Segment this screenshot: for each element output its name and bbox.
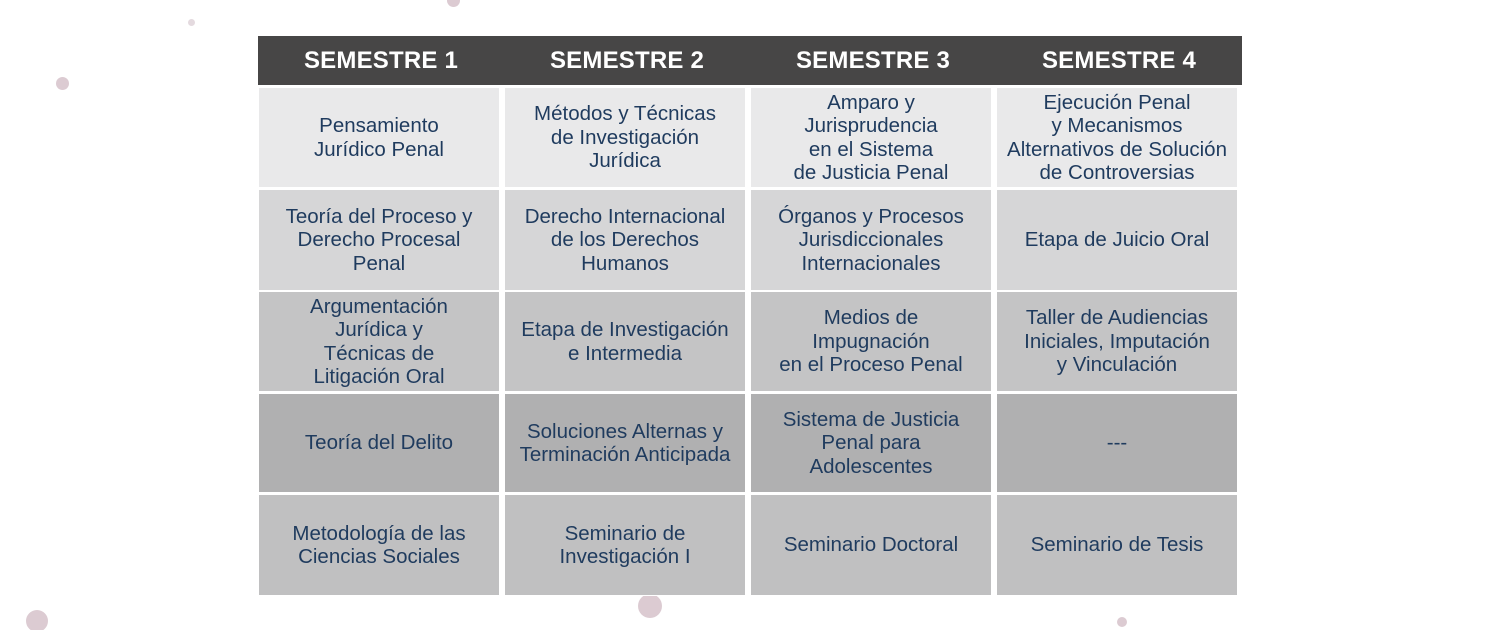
header-semester-2: SEMESTRE 2: [549, 46, 705, 74]
course-cell-empty: ---: [997, 394, 1237, 492]
course-cell: Teoría del Proceso y Derecho Procesal Penal: [259, 190, 499, 290]
course-cell: Etapa de Juicio Oral: [997, 190, 1237, 290]
curriculum-table: [258, 36, 1242, 596]
decorative-dot: [638, 594, 662, 618]
header-semester-1: SEMESTRE 1: [303, 46, 459, 74]
course-cell: Teoría del Delito: [259, 394, 499, 492]
decorative-dot: [26, 610, 48, 630]
decorative-dot: [1117, 617, 1127, 627]
course-cell: Amparo y Jurisprudencia en el Sistema de Justicia Penal: [751, 88, 991, 187]
decorative-dot: [447, 0, 460, 7]
course-cell: Medios de Impugnación en el Proceso Penal: [751, 292, 991, 391]
header-semester-4: SEMESTRE 4: [1041, 46, 1197, 74]
course-cell: Seminario de Tesis: [997, 495, 1237, 595]
header-semester-3: SEMESTRE 3: [795, 46, 951, 74]
course-cell: Seminario Doctoral: [751, 495, 991, 595]
course-cell: Metodología de las Ciencias Sociales: [259, 495, 499, 595]
course-cell: Ejecución Penal y Mecanismos Alternativos de Solución de Controversias: [997, 88, 1237, 187]
course-cell: Pensamiento Jurídico Penal: [259, 88, 499, 187]
decorative-dot: [188, 19, 195, 26]
course-cell: Sistema de Justicia Penal para Adolescentes: [751, 394, 991, 492]
course-cell: Argumentación Jurídica y Técnicas de Litigación Oral: [259, 292, 499, 391]
decorative-dot: [56, 77, 69, 90]
table-header: [258, 36, 1242, 85]
course-cell: Órganos y Procesos Jurisdiccionales Internacionales: [751, 190, 991, 290]
course-cell: Seminario de Investigación I: [505, 495, 745, 595]
course-cell: Etapa de Investigación e Intermedia: [505, 292, 745, 391]
course-cell: Derecho Internacional de los Derechos Humanos: [505, 190, 745, 290]
table-body: [258, 85, 1242, 596]
course-cell: Métodos y Técnicas de Investigación Jurídica: [505, 88, 745, 187]
course-cell: Soluciones Alternas y Terminación Anticipada: [505, 394, 745, 492]
course-cell: Taller de Audiencias Iniciales, Imputación y Vinculación: [997, 292, 1237, 391]
